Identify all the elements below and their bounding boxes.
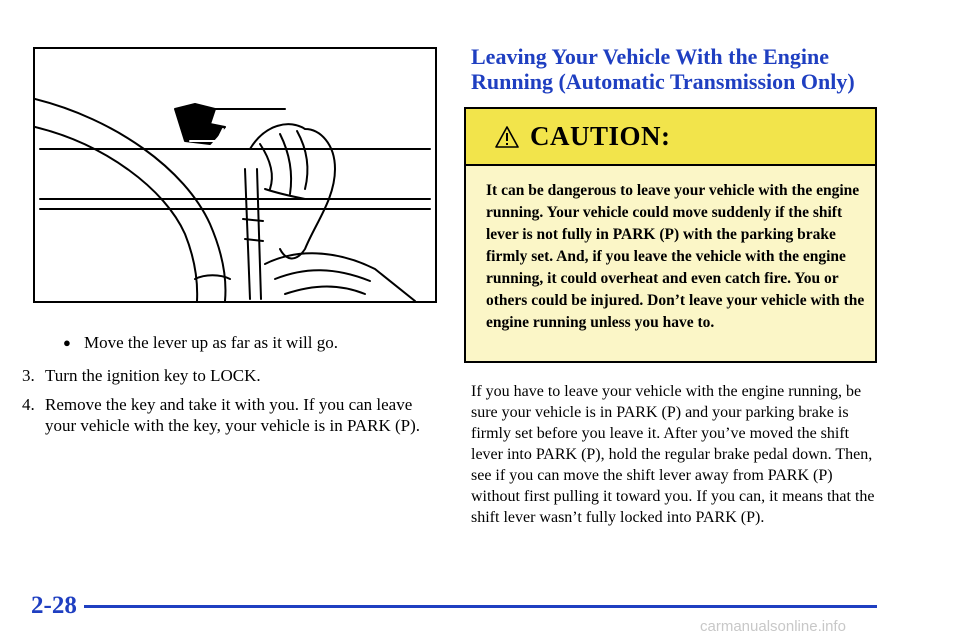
step-text: Remove the key and take it with you. If you can leave your vehicle with the key, your vehicle is in PARK (P).: [45, 395, 421, 435]
bullet-text: Move the lever up as far as it will go.: [84, 333, 338, 352]
page-number: 2-28: [31, 592, 77, 619]
caution-title: CAUTION:: [530, 121, 671, 151]
steering-wheel-hand-drawing: [35, 49, 435, 301]
step-item: [22, 394, 442, 436]
step-text: Turn the ignition key to LOCK.: [45, 366, 261, 385]
caution-header: [466, 109, 875, 166]
watermark: carmanualsonline.info: [700, 618, 846, 635]
list-item: [22, 332, 442, 353]
shift-lever-illustration: [33, 47, 437, 303]
body-paragraph: If you have to leave your vehicle with the engine running, be sure your vehicle is in PARK (P) and your parking brake is firmly set before you leave it. After you’ve moved the shift lever into PARK (P), hold the regular brake pedal down. Then, see if you can move the shift lever away from PARK (P) without first pulling it toward you. If you can, it means that the shift lever wasn’t fully locked into PARK (P).: [471, 383, 875, 526]
caution-box: [464, 107, 877, 363]
section-heading: Leaving Your Vehicle With the Engine Running (Automatic Transmission Only): [471, 44, 855, 94]
warning-triangle-icon: [494, 125, 520, 149]
step-number: 3.: [22, 366, 35, 385]
step-item: [22, 365, 442, 386]
left-column-text: [22, 332, 442, 444]
footer-rule: [84, 605, 877, 608]
step-number: 4.: [22, 395, 35, 414]
bullet-icon: ●: [63, 335, 71, 350]
caution-body: It can be dangerous to leave your vehicle with the engine running. Your vehicle could move suddenly if the shift lever is not fully in PARK (P) with the parking brake firmly set. And, if you leave the vehicle with the engine running, it could overheat and even catch fire. You or others could be injured. Don’t leave your vehicle with the engine running unless you have to.: [486, 182, 865, 331]
